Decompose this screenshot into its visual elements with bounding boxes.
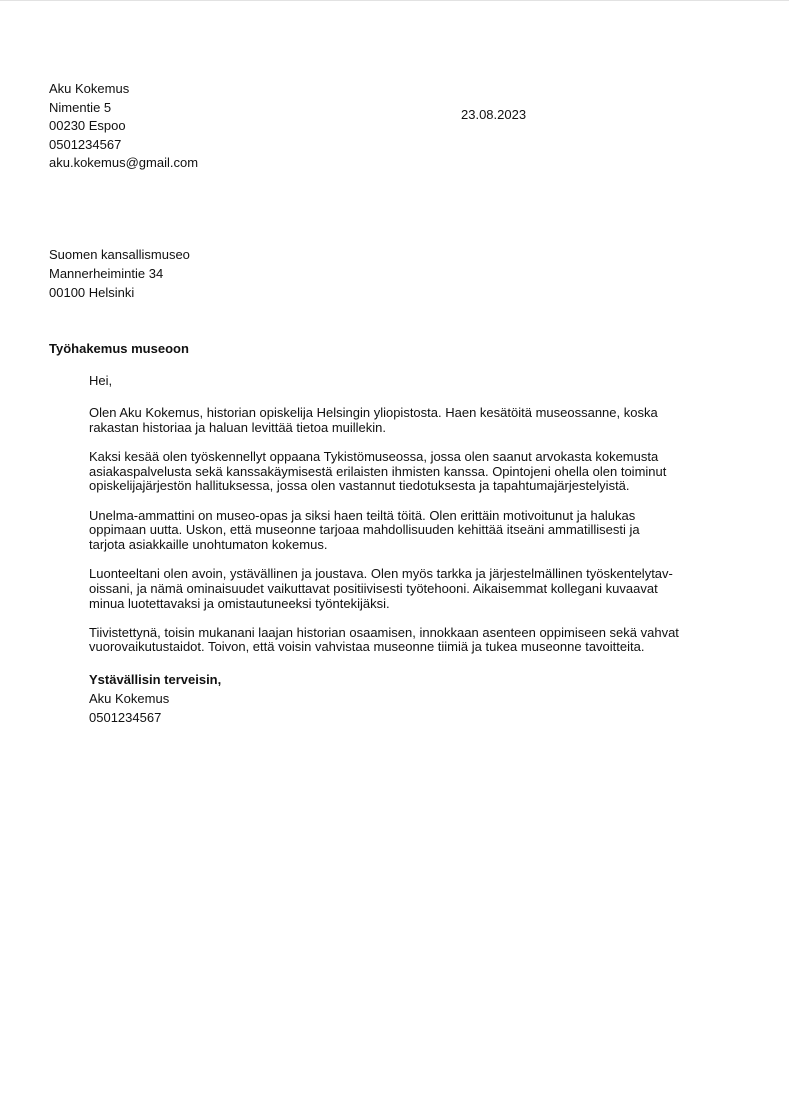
closing-phone: 0501234567 [89,709,162,725]
paragraph-line: oissani, ja nämä ominaisuudet vaikuttavat positiivisesti työtehooni. Aikaisemmat kollegani kuvaavat [89,580,658,596]
closing-salutation: Ystävällisin terveisin, [89,671,222,687]
recipient-street: Mannerheimintie 34 [49,266,164,281]
recipient-name: Suomen kansallismuseo [49,247,190,262]
paragraph-3 [89,509,719,553]
letter-greeting: Hei, [89,373,113,388]
page-top-edge [0,0,789,1]
paragraph-line: asiakaspalvelusta sekä kanssakäymisestä erilaisten ihmisten kanssa. Opintojeni ohella olen toiminut [89,463,667,479]
paragraph-line: Kaksi kesää olen työskennellyt oppaana Tykistömuseossa, jossa olen saanut arvokasta kokemusta [89,448,659,464]
recipient-block [49,245,190,302]
recipient-city: 00100 Helsinki [49,285,135,300]
paragraph-line: rakastan historiaa ja haluan levittää tietoa muillekin. [89,419,387,435]
paragraph-2 [89,450,719,494]
sender-block [49,80,198,173]
paragraph-line: tarjota asiakkaille unohtumaton kokemus. [89,536,328,552]
sender-street: Nimentie 5 [49,99,112,115]
letter-subject: Työhakemus museoon [49,341,189,356]
paragraph-line: Luonteeltani olen avoin, ystävällinen ja joustava. Olen myös tarkka ja järjestelmällinen työskentelytav- [89,566,673,582]
sender-phone: 0501234567 [49,136,122,152]
letter-date: 23.08.2023 [461,107,527,122]
paragraph-line: opiskelijajärjestön hallituksessa, jossa olen vastannut tiedotuksesta ja tapahtumajärjestelyistä. [89,478,630,494]
paragraph-line: Olen Aku Kokemus, historian opiskelija Helsingin yliopistosta. Haen kesätöitä museossanne, koska [89,405,658,420]
sender-name: Aku Kokemus [49,81,130,96]
paragraph-1 [89,406,719,435]
sender-city: 00230 Espoo [49,118,126,133]
paragraph-line: vuorovaikutustaidot. Toivon, että voisin vahvistaa museonne tiimiä ja tukea museonne tavoitteita. [89,639,645,655]
paragraph-4 [89,567,719,611]
paragraph-line: oppimaan uutta. Uskon, että museonne tarjoaa mahdollisuuden kehittää itseäni ammatillisesti ja [89,522,640,538]
closing-block [89,670,719,727]
paragraph-5 [89,626,719,655]
closing-name: Aku Kokemus [89,690,170,706]
paragraph-line: minua luotettavaksi ja omistautuneeksi työntekijäksi. [89,595,390,611]
letter-body [89,372,719,727]
paragraph-line: Unelma-ammattini on museo-opas ja siksi haen teiltä töitä. Olen erittäin motivoitunut ja halukas [89,507,636,523]
sender-email: aku.kokemus@gmail.com [49,155,199,170]
paragraph-line: Tiivistettynä, toisin mukanani laajan historian osaamisen, innokkaan asenteen oppimiseen sekä vahvat [89,624,679,640]
